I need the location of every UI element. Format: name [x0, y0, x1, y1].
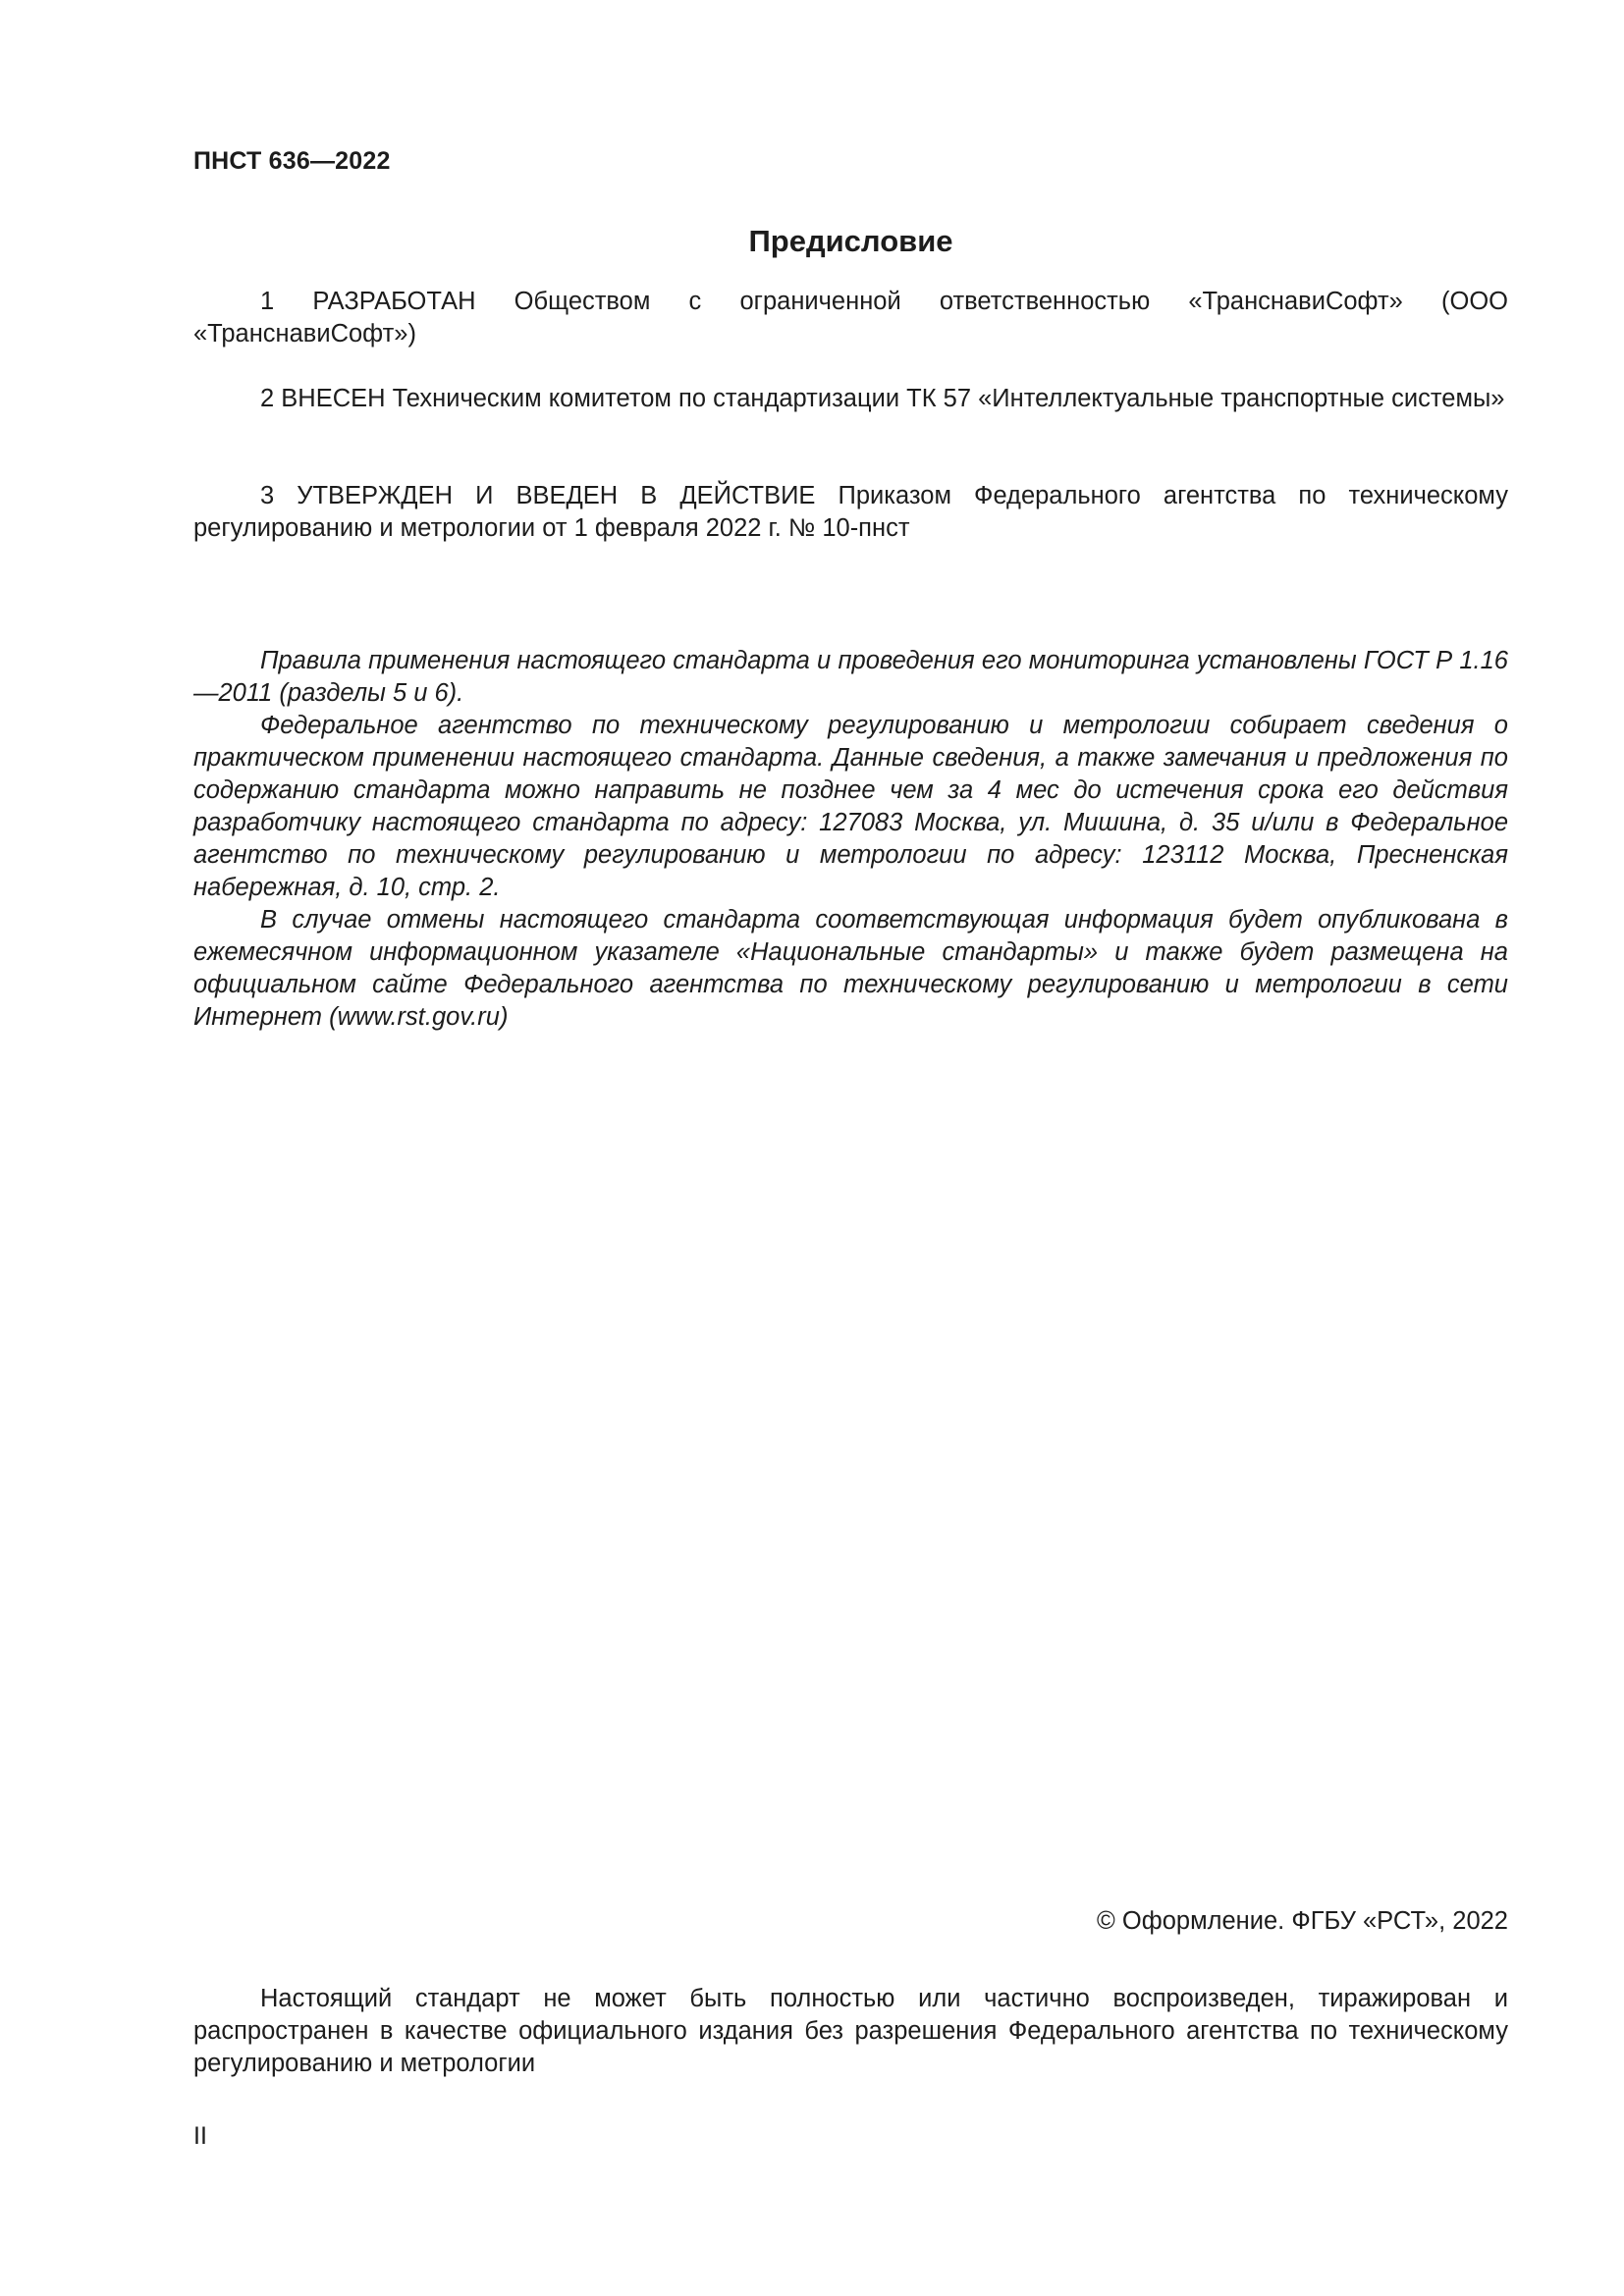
copyright-line: © Оформление. ФГБУ «РСТ», 2022: [1097, 1907, 1508, 1935]
foreword-item-developed: 1 РАЗРАБОТАН Обществом с ограниченной ответственностью «ТранснавиСофт» (ООО «ТранснавиСофт»): [193, 288, 1508, 347]
notice-block: [193, 645, 1508, 1034]
page-number: II: [193, 2122, 207, 2150]
foreword-item-approved: 3 УТВЕРЖДЕН И ВВЕДЕН В ДЕЙСТВИЕ Приказом Федерального агентства по техническому регулированию и метрологии от 1 февраля 2022 г. № 10-пнст: [193, 482, 1508, 542]
reproduction-notice: Настоящий стандарт не может быть полностью или частично воспроизведен, тиражирован и распространен в качестве официального издания без разрешения Федерального агентства по техническому регулированию и метрологии: [193, 1985, 1508, 2077]
foreword-title: Предисловие: [748, 224, 953, 258]
foreword-item-submitted: 2 ВНЕСЕН Техническим комитетом по стандартизации ТК 57 «Интеллектуальные транспортные системы»: [260, 385, 1505, 412]
notice-paragraph-rules: Правила применения настоящего стандарта и проведения его мониторинга установлены ГОСТ Р 1.16—2011 (разделы 5 и 6).: [193, 647, 1508, 707]
notice-paragraph-feedback: Федеральное агентство по техническому регулированию и метрологии собирает сведения о практическом применении настоящего стандарта. Данные сведения, а также замечания и предложения по содержанию стандарта можно направить не позднее чем за 4 мес до истечения срока его действия разработчику настоящего стандарта по адресу: 127083 Москва, ул. Мишина, д. 35 и/или в Федеральное агентство по техническому регулированию и метрологии по адресу: 123112 Москва, Пресненская набережная, д. 10, стр. 2.: [193, 712, 1508, 901]
notice-paragraph-cancellation: В случае отмены настоящего стандарта соответствующая информация будет опубликована в ежемесячном информационном указателе «Национальные стандарты» и также будет размещена на официальном сайте Федерального агентства по техническому регулированию и метрологии в сети Интернет (www.rst.gov.ru): [193, 906, 1508, 1031]
document-code: ПНСТ 636—2022: [193, 147, 391, 175]
